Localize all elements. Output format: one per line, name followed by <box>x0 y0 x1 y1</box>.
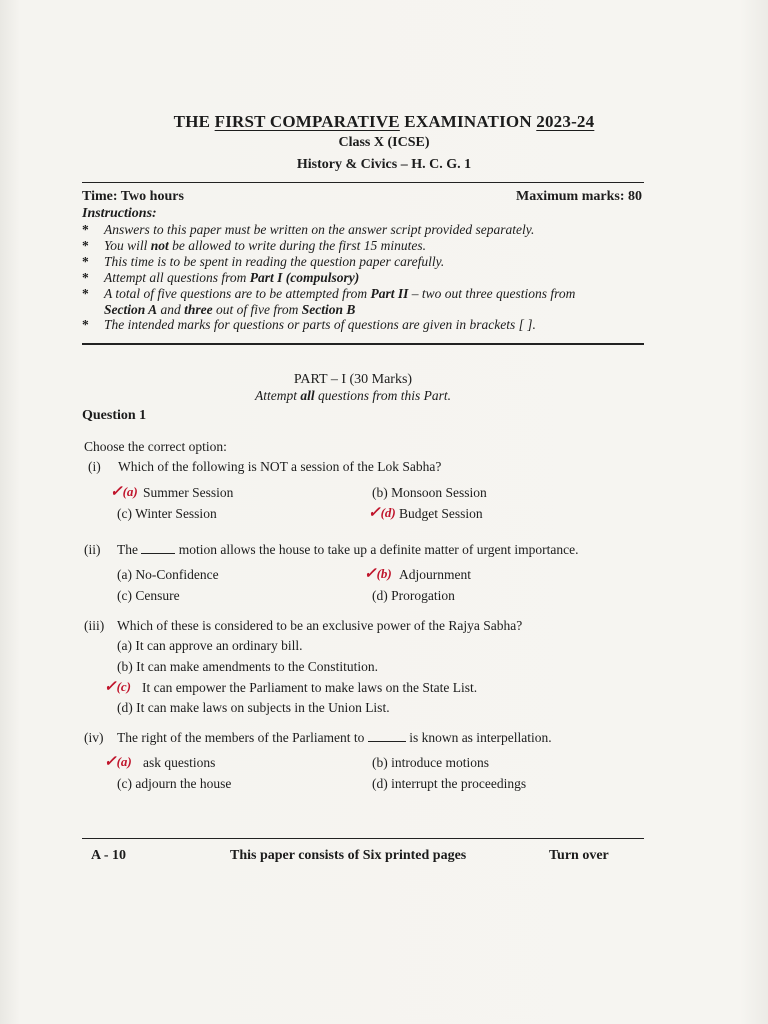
turn-over-note: Turn over <box>549 848 609 863</box>
bullet-star: * <box>82 238 89 253</box>
fill-blank <box>368 730 406 742</box>
item-number: (iii) <box>84 618 105 633</box>
exam-title <box>0 112 768 132</box>
title-underlined-1: FIRST COMPARATIVE <box>214 112 400 131</box>
option-text: (d) It can make laws on subjects in the Union List. <box>117 700 390 715</box>
instruction-line: * You will not be allowed to write during the first 15 minutes. <box>82 238 427 253</box>
red-pen-tick-mark: ✓(a) <box>110 484 138 500</box>
instructions-label: Instructions: <box>82 206 157 221</box>
item-text: Which of the following is NOT a session of the Lok Sabha? <box>118 459 442 474</box>
option-text: (c) Censure <box>117 588 180 603</box>
item-text: Which of these is considered to be an exclusive power of the Rajya Sabha? <box>117 618 523 633</box>
option-text: It can empower the Parliament to make laws on the State List. <box>142 680 478 695</box>
option-text: (a) It can approve an ordinary bill. <box>117 638 303 653</box>
part-subheading: Attempt all questions from this Part. <box>254 388 452 403</box>
title-prefix: THE <box>173 112 215 131</box>
option-text: (b) Monsoon Session <box>372 485 487 500</box>
item-number: (iv) <box>84 730 104 745</box>
option-text: (d) interrupt the proceedings <box>372 776 527 791</box>
pages-note: This paper consists of Six printed pages <box>230 848 467 863</box>
question-label: Question 1 <box>82 408 147 423</box>
option-text: (d) Prorogation <box>372 588 455 603</box>
fill-blank <box>141 542 175 554</box>
footer-rule <box>82 838 644 839</box>
instruction-line: * The intended marks for questions or parts of questions are given in brackets [ ]. <box>82 317 536 332</box>
option-text: Budget Session <box>399 506 483 521</box>
red-pen-tick-mark: ✓(b) <box>364 566 392 582</box>
max-marks-label: Maximum marks: 80 <box>516 189 642 204</box>
title-middle: EXAMINATION <box>399 112 537 131</box>
time-label: Time: Two hours <box>82 189 184 204</box>
title-year: 2023-24 <box>536 112 595 131</box>
bullet-star: * <box>82 270 89 285</box>
option-text: (b) introduce motions <box>372 755 489 770</box>
question-prompt: Choose the correct option: <box>84 439 227 454</box>
item-text: The motion allows the house to take up a definite matter of urgent importance. <box>117 542 579 557</box>
header-rule <box>82 182 644 183</box>
item-number: (ii) <box>84 542 101 557</box>
class-line: Class X (ICSE) <box>338 135 430 150</box>
bullet-star: * <box>82 254 89 269</box>
option-text: Adjournment <box>399 567 471 582</box>
instruction-line: Section A and three out of five from Section B <box>104 302 356 317</box>
bullet-star: * <box>82 317 89 332</box>
instruction-line: * Attempt all questions from Part I (compulsory) <box>82 270 360 285</box>
part-heading: PART – I (30 Marks) <box>293 372 413 387</box>
item-number: (i) <box>88 459 101 474</box>
bullet-star: * <box>82 222 89 237</box>
option-text: (b) It can make amendments to the Constitution. <box>117 659 378 674</box>
paper-code: A - 10 <box>91 848 126 863</box>
subject-line: History & Civics – H. C. G. 1 <box>296 157 472 172</box>
item-text: The right of the members of the Parliament to is known as interpellation. <box>117 730 552 745</box>
red-pen-tick-mark: ✓(d) <box>368 505 396 521</box>
instructions-rule <box>82 343 644 345</box>
option-text: (c) Winter Session <box>117 506 217 521</box>
option-text: Summer Session <box>143 485 234 500</box>
option-text: ask questions <box>143 755 216 770</box>
instruction-line: * A total of five questions are to be attempted from Part II – two out three questions from <box>82 286 576 301</box>
instruction-line: * This time is to be spent in reading the question paper carefully. <box>82 254 445 269</box>
red-pen-tick-mark: ✓(a) <box>104 754 132 770</box>
option-text: (a) No-Confidence <box>117 567 219 582</box>
bullet-star: * <box>82 286 89 301</box>
instruction-line: * Answers to this paper must be written on the answer script provided separately. <box>82 222 535 237</box>
red-pen-tick-mark: ✓(c) <box>104 679 132 695</box>
option-text: (c) adjourn the house <box>117 776 232 791</box>
